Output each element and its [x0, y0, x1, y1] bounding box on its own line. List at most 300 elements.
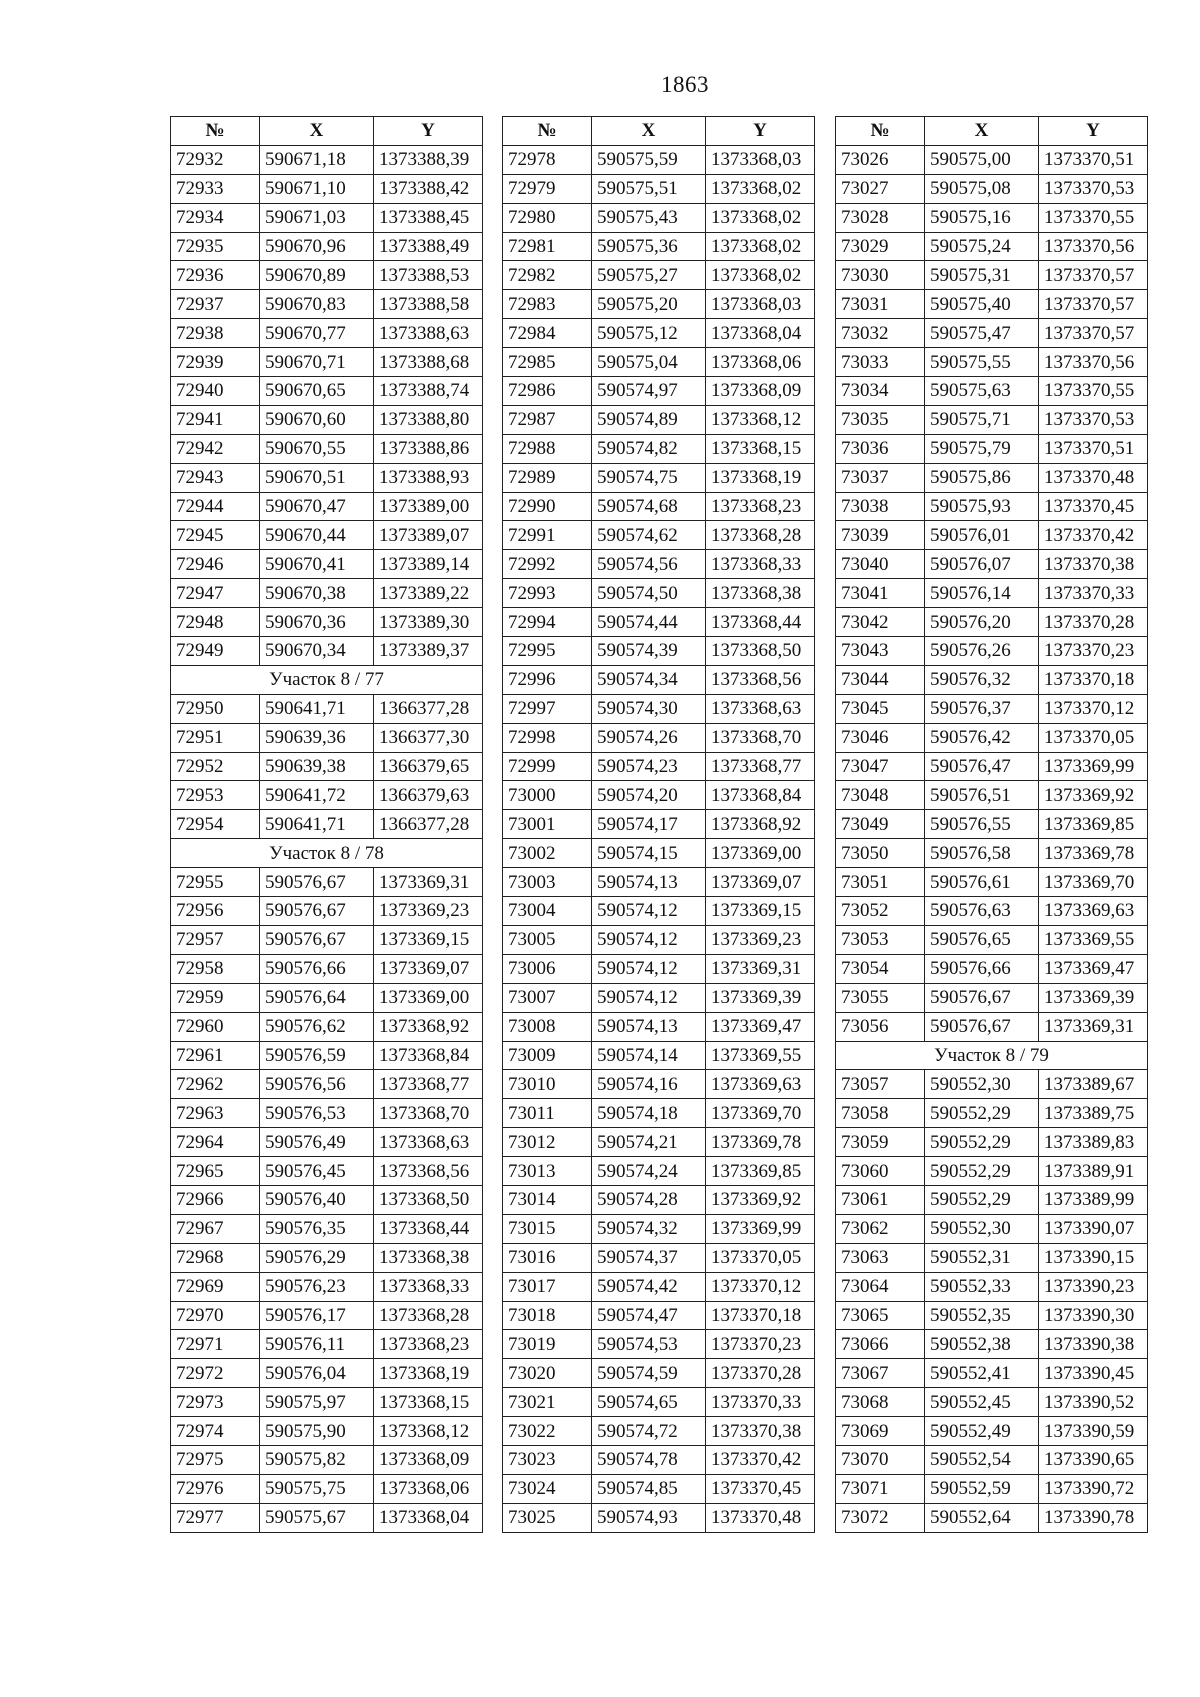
table-row: [171, 463, 483, 492]
point-number-cell: 73035: [836, 405, 925, 434]
table-row: [171, 232, 483, 261]
point-number-cell: 72995: [503, 637, 592, 666]
y-coordinate-cell: 1373389,67: [1039, 1070, 1148, 1099]
point-number-cell: 72982: [503, 261, 592, 290]
y-coordinate-cell: 1373368,03: [706, 290, 815, 319]
table-row: [171, 290, 483, 319]
point-number-cell: 72991: [503, 521, 592, 550]
table-row: [503, 723, 815, 752]
point-number-cell: 73014: [503, 1185, 592, 1214]
point-number-cell: 72974: [171, 1417, 260, 1446]
table-row: [171, 723, 483, 752]
y-coordinate-cell: 1373388,74: [374, 377, 483, 406]
point-number-cell: 73052: [836, 897, 925, 926]
x-coordinate-cell: 590574,32: [592, 1214, 706, 1243]
x-coordinate-cell: 590670,41: [260, 550, 374, 579]
table-row: [171, 1041, 483, 1070]
point-number-cell: 73050: [836, 839, 925, 868]
point-number-cell: 72941: [171, 405, 260, 434]
point-number-cell: 73063: [836, 1243, 925, 1272]
x-coordinate-cell: 590641,71: [260, 694, 374, 723]
table-row: [836, 1272, 1148, 1301]
table-row: [171, 1243, 483, 1272]
x-coordinate-cell: 590552,45: [925, 1388, 1039, 1417]
x-coordinate-cell: 590575,79: [925, 434, 1039, 463]
y-coordinate-cell: 1373368,33: [706, 550, 815, 579]
y-coordinate-cell: 1373389,37: [374, 637, 483, 666]
point-number-cell: 73016: [503, 1243, 592, 1272]
x-coordinate-cell: 590574,97: [592, 377, 706, 406]
table-row: [503, 781, 815, 810]
table-row: [171, 261, 483, 290]
y-coordinate-cell: 1373389,83: [1039, 1128, 1148, 1157]
x-coordinate-cell: 590670,47: [260, 492, 374, 521]
x-coordinate-cell: 590552,31: [925, 1243, 1039, 1272]
y-coordinate-cell: 1373370,55: [1039, 377, 1148, 406]
y-coordinate-cell: 1373390,45: [1039, 1359, 1148, 1388]
table-row: [836, 1185, 1148, 1214]
y-coordinate-cell: 1373389,14: [374, 550, 483, 579]
table-row: [503, 694, 815, 723]
point-number-cell: 73027: [836, 174, 925, 203]
point-number-cell: 73038: [836, 492, 925, 521]
y-coordinate-cell: 1373388,93: [374, 463, 483, 492]
table-row: [836, 492, 1148, 521]
y-coordinate-cell: 1373370,33: [1039, 579, 1148, 608]
point-number-cell: 73013: [503, 1157, 592, 1186]
x-coordinate-cell: 590639,38: [260, 752, 374, 781]
x-coordinate-cell: 590576,61: [925, 868, 1039, 897]
x-coordinate-cell: 590575,24: [925, 232, 1039, 261]
x-coordinate-cell: 590574,28: [592, 1185, 706, 1214]
table-row: [171, 1272, 483, 1301]
y-coordinate-cell: 1373369,00: [374, 983, 483, 1012]
point-number-cell: 73006: [503, 954, 592, 983]
table-row: [836, 1301, 1148, 1330]
section-label: Участок 8 / 78: [171, 839, 483, 868]
table-row: [503, 174, 815, 203]
table-row: [836, 1214, 1148, 1243]
x-coordinate-cell: 590576,32: [925, 665, 1039, 694]
y-coordinate-cell: 1373370,38: [1039, 550, 1148, 579]
point-number-cell: 72945: [171, 521, 260, 550]
y-coordinate-cell: 1373390,30: [1039, 1301, 1148, 1330]
x-coordinate-cell: 590575,82: [260, 1445, 374, 1474]
x-coordinate-cell: 590576,40: [260, 1185, 374, 1214]
y-coordinate-cell: 1373370,51: [1039, 145, 1148, 174]
table-row: [836, 1128, 1148, 1157]
column-header-y: Y: [374, 117, 483, 146]
point-number-cell: 72996: [503, 665, 592, 694]
x-coordinate-cell: 590552,54: [925, 1445, 1039, 1474]
y-coordinate-cell: 1373370,42: [1039, 521, 1148, 550]
point-number-cell: 73066: [836, 1330, 925, 1359]
y-coordinate-cell: 1373369,55: [1039, 925, 1148, 954]
point-number-cell: 73069: [836, 1417, 925, 1446]
point-number-cell: 72933: [171, 174, 260, 203]
x-coordinate-cell: 590574,44: [592, 608, 706, 637]
y-coordinate-cell: 1373370,42: [706, 1445, 815, 1474]
x-coordinate-cell: 590671,18: [260, 145, 374, 174]
y-coordinate-cell: 1373368,09: [706, 377, 815, 406]
table-row: [503, 232, 815, 261]
x-coordinate-cell: 590574,50: [592, 579, 706, 608]
y-coordinate-cell: 1373369,31: [706, 954, 815, 983]
table-row: [836, 1243, 1148, 1272]
coordinates-table-2: [502, 116, 815, 1533]
y-coordinate-cell: 1373370,53: [1039, 405, 1148, 434]
table-row: [503, 1503, 815, 1532]
table-row: [836, 1445, 1148, 1474]
x-coordinate-cell: 590576,63: [925, 897, 1039, 926]
point-number-cell: 72937: [171, 290, 260, 319]
point-number-cell: 72952: [171, 752, 260, 781]
y-coordinate-cell: 1373369,85: [1039, 810, 1148, 839]
x-coordinate-cell: 590574,13: [592, 1012, 706, 1041]
x-coordinate-cell: 590670,83: [260, 290, 374, 319]
table-row: [836, 1359, 1148, 1388]
point-number-cell: 72971: [171, 1330, 260, 1359]
point-number-cell: 73021: [503, 1388, 592, 1417]
y-coordinate-cell: 1373368,23: [706, 492, 815, 521]
column-header-x: X: [592, 117, 706, 146]
y-coordinate-cell: 1373390,07: [1039, 1214, 1148, 1243]
point-number-cell: 72985: [503, 348, 592, 377]
y-coordinate-cell: 1373389,99: [1039, 1185, 1148, 1214]
x-coordinate-cell: 590576,67: [260, 925, 374, 954]
y-coordinate-cell: 1373369,07: [706, 868, 815, 897]
point-number-cell: 73023: [503, 1445, 592, 1474]
x-coordinate-cell: 590576,37: [925, 694, 1039, 723]
point-number-cell: 73058: [836, 1099, 925, 1128]
y-coordinate-cell: 1366377,28: [374, 810, 483, 839]
column-header-y: Y: [706, 117, 815, 146]
point-number-cell: 72965: [171, 1157, 260, 1186]
point-number-cell: 73059: [836, 1128, 925, 1157]
table-row: [836, 1503, 1148, 1532]
table-row: [171, 521, 483, 550]
table-row: [503, 492, 815, 521]
table-row: [503, 1185, 815, 1214]
y-coordinate-cell: 1373370,45: [706, 1474, 815, 1503]
x-coordinate-cell: 590576,53: [260, 1099, 374, 1128]
x-coordinate-cell: 590670,36: [260, 608, 374, 637]
y-coordinate-cell: 1373369,99: [706, 1214, 815, 1243]
table-row: [836, 1417, 1148, 1446]
x-coordinate-cell: 590576,23: [260, 1272, 374, 1301]
table-row: [171, 637, 483, 666]
table-row: [836, 550, 1148, 579]
point-number-cell: 73011: [503, 1099, 592, 1128]
x-coordinate-cell: 590575,40: [925, 290, 1039, 319]
x-coordinate-cell: 590670,71: [260, 348, 374, 377]
point-number-cell: 72977: [171, 1503, 260, 1532]
x-coordinate-cell: 590576,67: [260, 868, 374, 897]
y-coordinate-cell: 1373370,23: [1039, 637, 1148, 666]
x-coordinate-cell: 590575,55: [925, 348, 1039, 377]
section-row: [836, 1041, 1148, 1070]
y-coordinate-cell: 1373368,04: [374, 1503, 483, 1532]
point-number-cell: 73033: [836, 348, 925, 377]
y-coordinate-cell: 1373368,02: [706, 174, 815, 203]
point-number-cell: 73000: [503, 781, 592, 810]
x-coordinate-cell: 590576,59: [260, 1041, 374, 1070]
table-row: [836, 839, 1148, 868]
point-number-cell: 72980: [503, 203, 592, 232]
point-number-cell: 73064: [836, 1272, 925, 1301]
point-number-cell: 72987: [503, 405, 592, 434]
y-coordinate-cell: 1373368,12: [706, 405, 815, 434]
y-coordinate-cell: 1373368,84: [706, 781, 815, 810]
point-number-cell: 72967: [171, 1214, 260, 1243]
table-row: [503, 261, 815, 290]
point-number-cell: 72981: [503, 232, 592, 261]
point-number-cell: 73056: [836, 1012, 925, 1041]
y-coordinate-cell: 1373368,28: [706, 521, 815, 550]
table-row: [836, 463, 1148, 492]
x-coordinate-cell: 590575,12: [592, 319, 706, 348]
y-coordinate-cell: 1373368,33: [374, 1272, 483, 1301]
x-coordinate-cell: 590575,04: [592, 348, 706, 377]
table-row: [836, 1388, 1148, 1417]
x-coordinate-cell: 590671,03: [260, 203, 374, 232]
y-coordinate-cell: 1373368,50: [706, 637, 815, 666]
point-number-cell: 73031: [836, 290, 925, 319]
x-coordinate-cell: 590576,62: [260, 1012, 374, 1041]
x-coordinate-cell: 590575,59: [592, 145, 706, 174]
x-coordinate-cell: 590576,67: [925, 983, 1039, 1012]
y-coordinate-cell: 1373369,70: [1039, 868, 1148, 897]
x-coordinate-cell: 590576,07: [925, 550, 1039, 579]
table-row: [503, 463, 815, 492]
table-row: [503, 608, 815, 637]
x-coordinate-cell: 590576,65: [925, 925, 1039, 954]
point-number-cell: 72943: [171, 463, 260, 492]
y-coordinate-cell: 1373369,39: [1039, 983, 1148, 1012]
point-number-cell: 72950: [171, 694, 260, 723]
table-row: [171, 694, 483, 723]
y-coordinate-cell: 1373388,68: [374, 348, 483, 377]
point-number-cell: 72986: [503, 377, 592, 406]
y-coordinate-cell: 1373370,48: [706, 1503, 815, 1532]
x-coordinate-cell: 590576,42: [925, 723, 1039, 752]
table-row: [503, 319, 815, 348]
y-coordinate-cell: 1373369,92: [706, 1185, 815, 1214]
x-coordinate-cell: 590552,30: [925, 1070, 1039, 1099]
column-header-x: X: [925, 117, 1039, 146]
table-row: [171, 579, 483, 608]
y-coordinate-cell: 1373390,52: [1039, 1388, 1148, 1417]
point-number-cell: 73007: [503, 983, 592, 1012]
x-coordinate-cell: 590576,26: [925, 637, 1039, 666]
y-coordinate-cell: 1373369,47: [1039, 954, 1148, 983]
x-coordinate-cell: 590576,56: [260, 1070, 374, 1099]
point-number-cell: 72989: [503, 463, 592, 492]
point-number-cell: 73039: [836, 521, 925, 550]
x-coordinate-cell: 590552,41: [925, 1359, 1039, 1388]
section-label: Участок 8 / 77: [171, 665, 483, 694]
x-coordinate-cell: 590552,49: [925, 1417, 1039, 1446]
y-coordinate-cell: 1373369,00: [706, 839, 815, 868]
coordinates-table-1: [170, 116, 483, 1533]
point-number-cell: 73002: [503, 839, 592, 868]
x-coordinate-cell: 590574,21: [592, 1128, 706, 1157]
x-coordinate-cell: 590574,30: [592, 694, 706, 723]
point-number-cell: 72932: [171, 145, 260, 174]
point-number-cell: 73048: [836, 781, 925, 810]
table-row: [171, 377, 483, 406]
x-coordinate-cell: 590670,34: [260, 637, 374, 666]
table-row: [836, 145, 1148, 174]
x-coordinate-cell: 590576,11: [260, 1330, 374, 1359]
x-coordinate-cell: 590574,65: [592, 1388, 706, 1417]
table-row: [836, 1099, 1148, 1128]
point-number-cell: 73041: [836, 579, 925, 608]
x-coordinate-cell: 590574,82: [592, 434, 706, 463]
y-coordinate-cell: 1373370,53: [1039, 174, 1148, 203]
table-row: [503, 1388, 815, 1417]
table-row: [503, 1301, 815, 1330]
x-coordinate-cell: 590670,89: [260, 261, 374, 290]
x-coordinate-cell: 590576,01: [925, 521, 1039, 550]
x-coordinate-cell: 590552,33: [925, 1272, 1039, 1301]
table-row: [503, 1272, 815, 1301]
y-coordinate-cell: 1373369,47: [706, 1012, 815, 1041]
table-row: [171, 1388, 483, 1417]
y-coordinate-cell: 1373368,02: [706, 261, 815, 290]
y-coordinate-cell: 1373368,23: [374, 1330, 483, 1359]
point-number-cell: 73001: [503, 810, 592, 839]
y-coordinate-cell: 1373368,44: [706, 608, 815, 637]
point-number-cell: 72934: [171, 203, 260, 232]
x-coordinate-cell: 590576,66: [260, 954, 374, 983]
point-number-cell: 73055: [836, 983, 925, 1012]
page-number: 1863: [661, 72, 709, 97]
x-coordinate-cell: 590575,31: [925, 261, 1039, 290]
y-coordinate-cell: 1373368,03: [706, 145, 815, 174]
y-coordinate-cell: 1366377,30: [374, 723, 483, 752]
table-row: [171, 897, 483, 926]
y-coordinate-cell: 1373389,22: [374, 579, 483, 608]
table-row: [503, 405, 815, 434]
y-coordinate-cell: 1373388,58: [374, 290, 483, 319]
point-number-cell: 73072: [836, 1503, 925, 1532]
y-coordinate-cell: 1366379,63: [374, 781, 483, 810]
point-number-cell: 73061: [836, 1185, 925, 1214]
point-number-cell: 72942: [171, 434, 260, 463]
x-coordinate-cell: 590576,14: [925, 579, 1039, 608]
x-coordinate-cell: 590576,49: [260, 1128, 374, 1157]
y-coordinate-cell: 1373369,15: [706, 897, 815, 926]
point-number-cell: 73026: [836, 145, 925, 174]
header-row: [836, 117, 1148, 146]
y-coordinate-cell: 1373370,56: [1039, 232, 1148, 261]
point-number-cell: 73047: [836, 752, 925, 781]
y-coordinate-cell: 1373369,23: [706, 925, 815, 954]
table-row: [171, 348, 483, 377]
table-row: [836, 579, 1148, 608]
table-row: [171, 1185, 483, 1214]
point-number-cell: 72951: [171, 723, 260, 752]
table-row: [836, 1474, 1148, 1503]
table-row: [171, 1330, 483, 1359]
point-number-cell: 73044: [836, 665, 925, 694]
point-number-cell: 73032: [836, 319, 925, 348]
table-row: [503, 1128, 815, 1157]
y-coordinate-cell: 1373368,02: [706, 203, 815, 232]
table-row: [171, 1157, 483, 1186]
point-number-cell: 72936: [171, 261, 260, 290]
point-number-cell: 73015: [503, 1214, 592, 1243]
table-row: [836, 521, 1148, 550]
point-number-cell: 73071: [836, 1474, 925, 1503]
table-row: [171, 1445, 483, 1474]
x-coordinate-cell: 590575,43: [592, 203, 706, 232]
x-coordinate-cell: 590574,12: [592, 925, 706, 954]
x-coordinate-cell: 590574,39: [592, 637, 706, 666]
table-row: [503, 550, 815, 579]
table-row: [503, 579, 815, 608]
point-number-cell: 72935: [171, 232, 260, 261]
point-number-cell: 73060: [836, 1157, 925, 1186]
x-coordinate-cell: 590552,29: [925, 1099, 1039, 1128]
table-row: [503, 868, 815, 897]
y-coordinate-cell: 1373370,55: [1039, 203, 1148, 232]
point-number-cell: 72957: [171, 925, 260, 954]
y-coordinate-cell: 1373369,70: [706, 1099, 815, 1128]
table-row: [503, 290, 815, 319]
y-coordinate-cell: 1373370,18: [706, 1301, 815, 1330]
x-coordinate-cell: 590639,36: [260, 723, 374, 752]
x-coordinate-cell: 590575,86: [925, 463, 1039, 492]
y-coordinate-cell: 1373369,78: [1039, 839, 1148, 868]
y-coordinate-cell: 1373368,15: [706, 434, 815, 463]
table-row: [171, 1128, 483, 1157]
y-coordinate-cell: 1373368,04: [706, 319, 815, 348]
point-number-cell: 72938: [171, 319, 260, 348]
y-coordinate-cell: 1373388,45: [374, 203, 483, 232]
y-coordinate-cell: 1373368,92: [706, 810, 815, 839]
x-coordinate-cell: 590670,38: [260, 579, 374, 608]
y-coordinate-cell: 1373368,56: [706, 665, 815, 694]
point-number-cell: 73022: [503, 1417, 592, 1446]
x-coordinate-cell: 590575,71: [925, 405, 1039, 434]
x-coordinate-cell: 590576,55: [925, 810, 1039, 839]
table-row: [171, 1070, 483, 1099]
table-row: [503, 1012, 815, 1041]
table-row: [171, 1503, 483, 1532]
point-number-cell: 72969: [171, 1272, 260, 1301]
point-number-cell: 72975: [171, 1445, 260, 1474]
header-row: [171, 117, 483, 146]
y-coordinate-cell: 1373370,57: [1039, 261, 1148, 290]
y-coordinate-cell: 1373369,23: [374, 897, 483, 926]
table-row: [836, 694, 1148, 723]
x-coordinate-cell: 590574,12: [592, 897, 706, 926]
table-row: [171, 1417, 483, 1446]
x-coordinate-cell: 590641,72: [260, 781, 374, 810]
point-number-cell: 73046: [836, 723, 925, 752]
y-coordinate-cell: 1373388,53: [374, 261, 483, 290]
point-number-cell: 73025: [503, 1503, 592, 1532]
table-row: [171, 550, 483, 579]
point-number-cell: 72966: [171, 1185, 260, 1214]
y-coordinate-cell: 1373370,57: [1039, 319, 1148, 348]
point-number-cell: 72948: [171, 608, 260, 637]
x-coordinate-cell: 590552,29: [925, 1185, 1039, 1214]
y-coordinate-cell: 1373389,75: [1039, 1099, 1148, 1128]
x-coordinate-cell: 590576,17: [260, 1301, 374, 1330]
